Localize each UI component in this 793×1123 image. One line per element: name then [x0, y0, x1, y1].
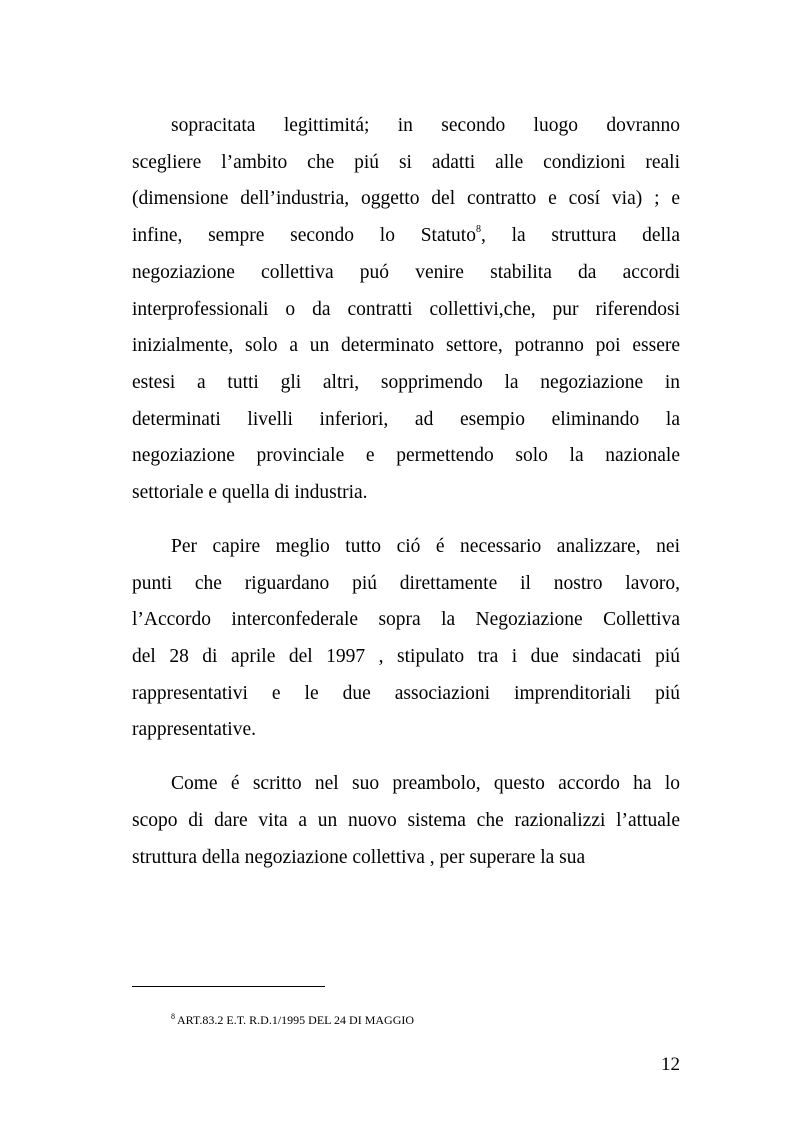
body-text-line: punti che riguardano piú direttamente il nostro lavoro,: [132, 573, 680, 594]
body-text-line: (dimensione dell’industria, oggetto del contratto e cosí via) ; e: [132, 188, 680, 209]
footnote: [171, 1011, 414, 1029]
body-text-fragment: , la struttura della: [480, 225, 680, 246]
body-text-line: struttura della negoziazione collettiva , per superare la sua: [132, 847, 586, 868]
body-text-line: Come é scritto nel suo preambolo, questo accordo ha lo: [171, 773, 680, 794]
body-text-line: determinati livelli inferiori, ad esempio eliminando la: [132, 409, 680, 430]
footnote-marker: 8: [171, 1012, 175, 1021]
body-text-line: sopracitata legittimitá; in secondo luogo dovranno: [171, 115, 680, 136]
body-text-line: rappresentative.: [132, 719, 256, 740]
body-text-line: interprofessionali o da contratti collettivi,che, pur riferendosi: [132, 299, 680, 320]
footnote-separator: [132, 986, 325, 987]
body-text-line: del 28 di aprile del 1997 , stipulato tra i due sindacati piú: [132, 646, 680, 667]
body-text-line-with-footnote-ref: [132, 217, 680, 254]
body-text-line: scopo di dare vita a un nuovo sistema che razionalizzi l’attuale: [132, 810, 680, 831]
footnote-text: ART.83.2 E.T. R.D.1/1995 DEL 24 DI MAGGIO: [177, 1013, 415, 1027]
body-text-line: negoziazione provinciale e permettendo solo la nazionale: [132, 445, 680, 466]
page-number: 12: [661, 1054, 680, 1075]
body-text-line: l’Accordo interconfederale sopra la Negoziazione Collettiva: [132, 609, 680, 630]
body-text-line: Per capire meglio tutto ció é necessario analizzare, nei: [171, 536, 680, 557]
body-text-line: settoriale e quella di industria.: [132, 482, 368, 503]
body-text-line: negoziazione collettiva puó venire stabilita da accordi: [132, 262, 680, 283]
body-text-line: inizialmente, solo a un determinato settore, potranno poi essere: [132, 335, 680, 356]
body-text-line: rappresentativi e le due associazioni imprenditoriali piú: [132, 683, 680, 704]
body-text-line: scegliere l’ambito che piú si adatti alle condizioni reali: [132, 152, 680, 173]
body-text-fragment: infine, sempre secondo lo Statuto: [132, 225, 476, 246]
body-text-line: estesi a tutti gli altri, sopprimendo la negoziazione in: [132, 372, 680, 393]
footnote-reference[interactable]: 8: [475, 223, 481, 235]
